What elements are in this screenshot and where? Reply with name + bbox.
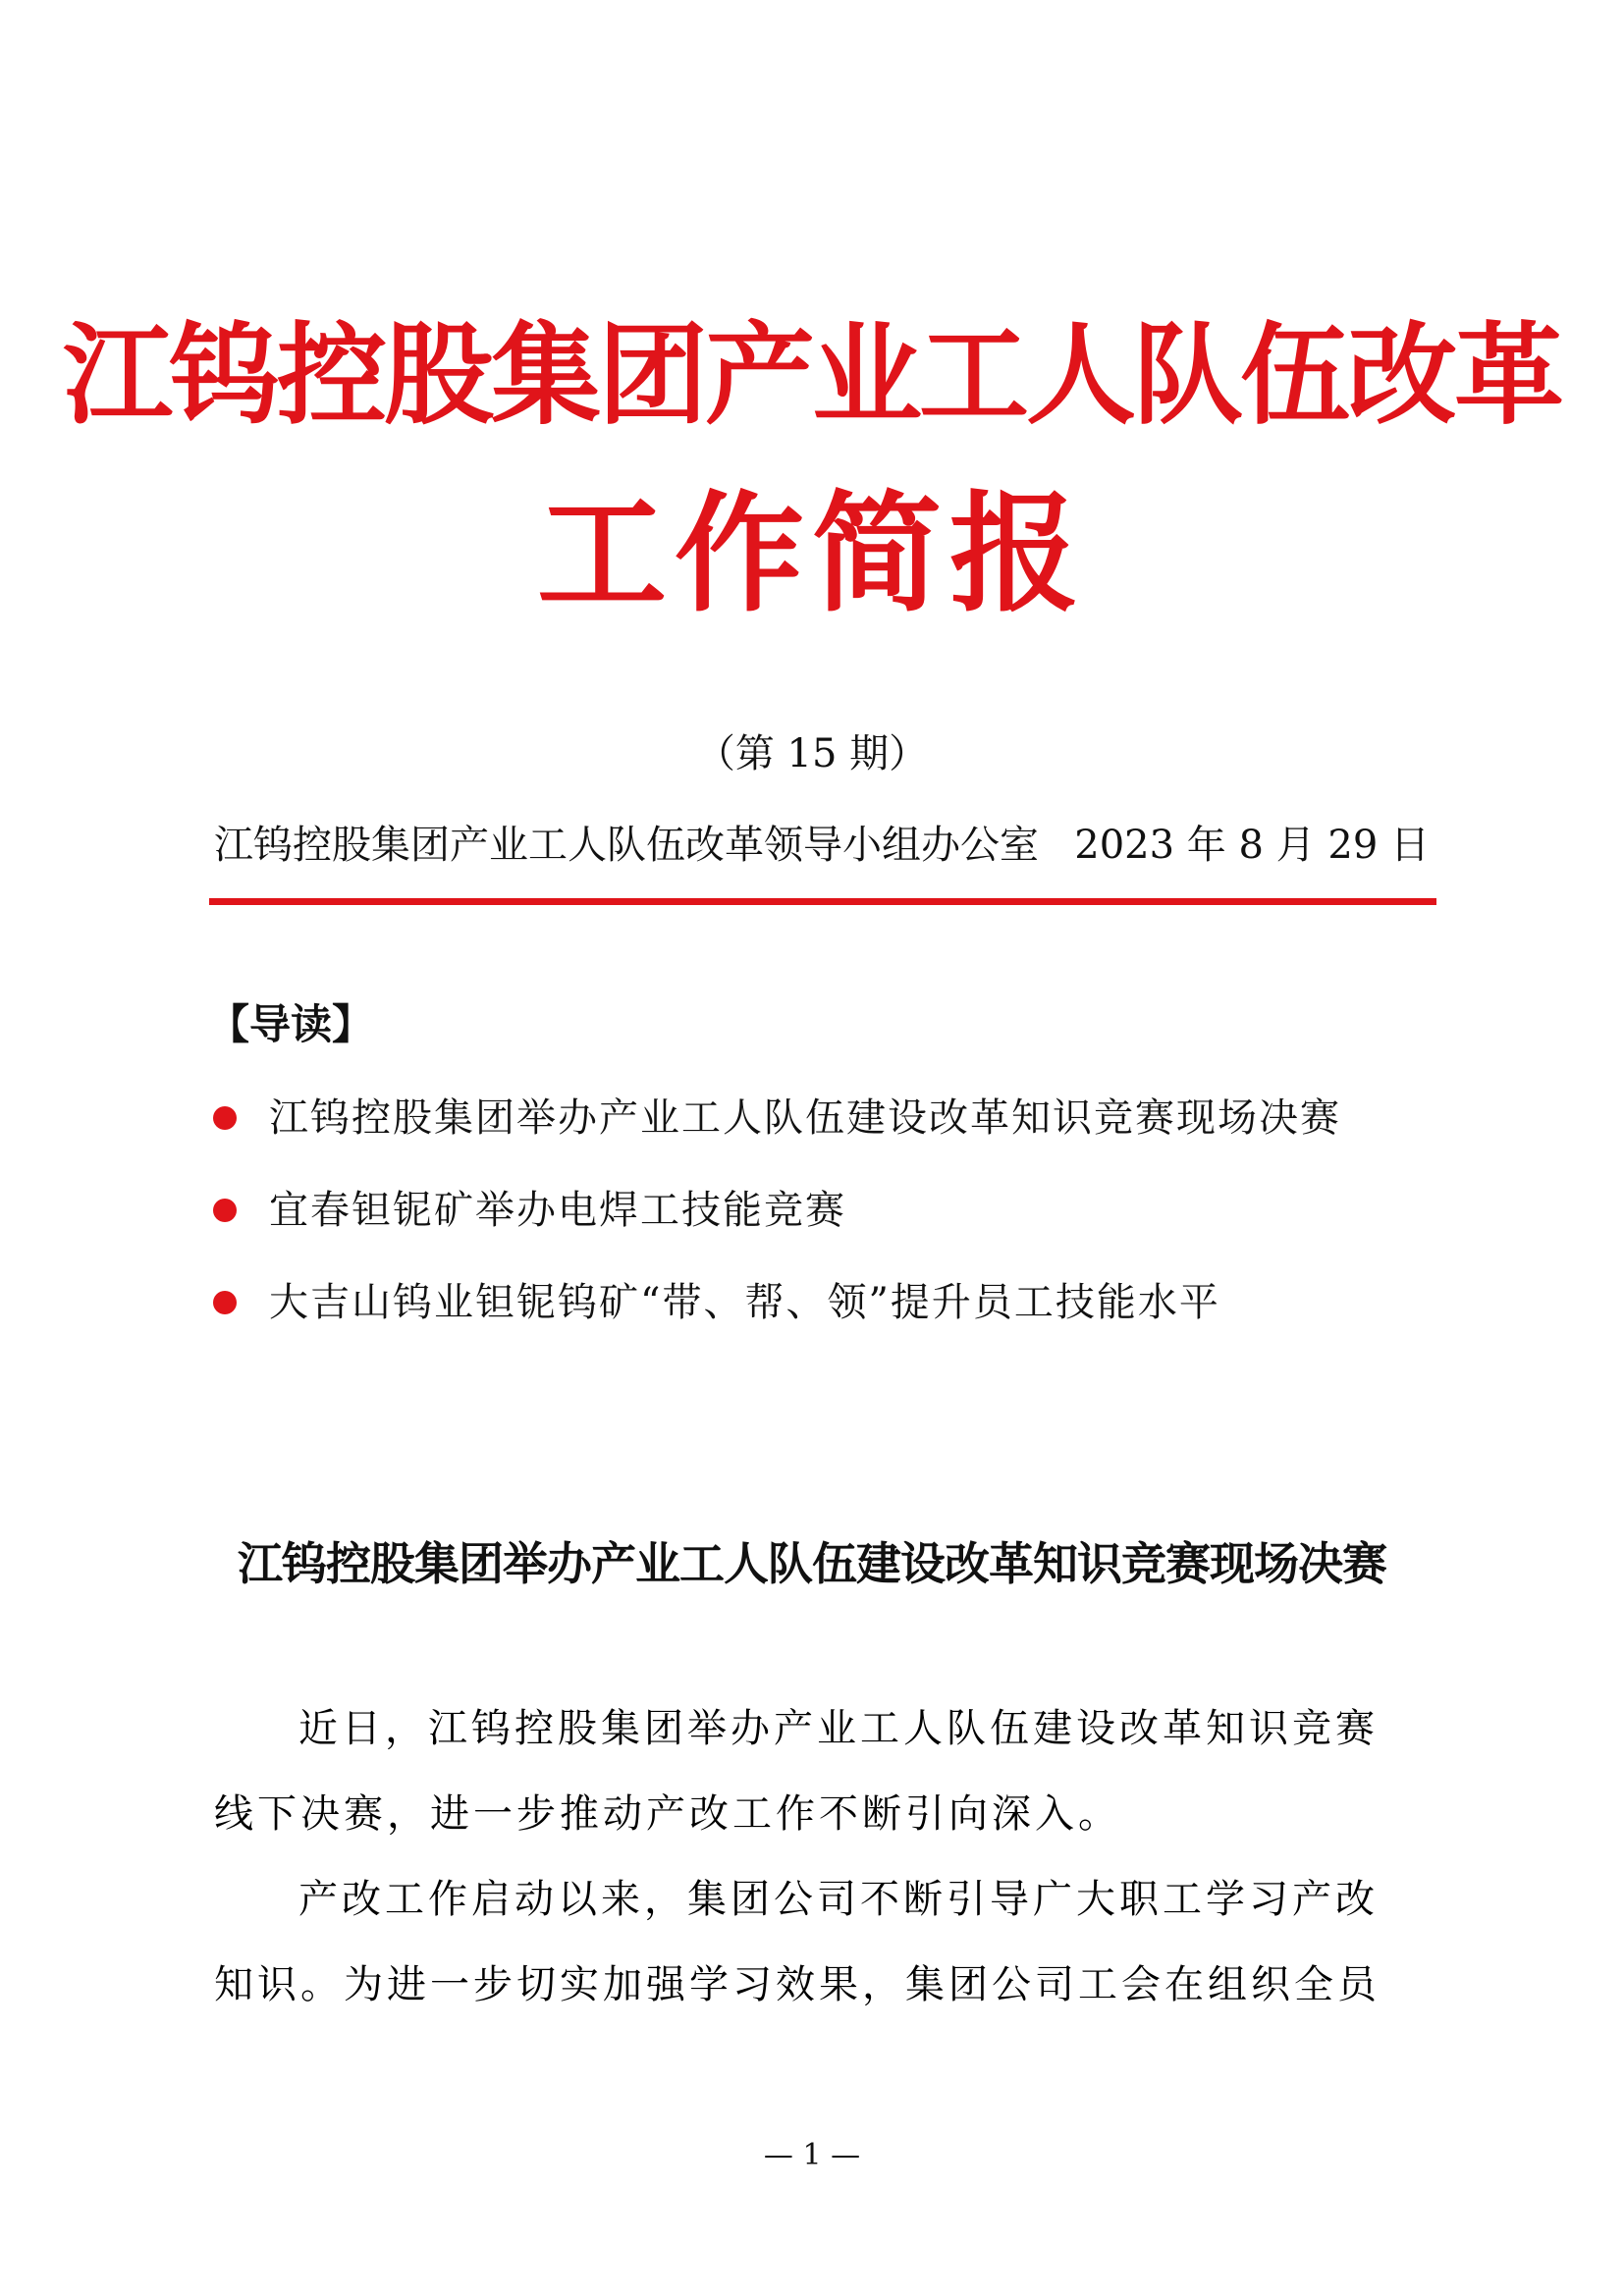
article-body <box>214 1686 1432 2028</box>
body-line: 产改工作启动以来，集团公司不断引导广大职工学习产改 <box>298 1877 1379 1922</box>
introduction-item-text: 江钨控股集团举办产业工人队伍建设改革知识竞赛现场决赛 <box>269 1095 1341 1141</box>
article-title: 江钨控股集团举办产业工人队伍建设改革知识竞赛现场决赛 <box>238 1537 1386 1590</box>
red-bullet-icon <box>213 1106 237 1130</box>
body-line: 线下决赛，进一步推动产改工作不断引向深入。 <box>214 1791 1121 1837</box>
masthead-title: 江钨控股集团产业工人队伍改革 <box>63 311 1561 440</box>
header-divider <box>209 898 1436 905</box>
issuer-organization: 江钨控股集团产业工人队伍改革领导小组办公室 <box>214 823 1039 868</box>
body-line: 近日，江钨控股集团举办产业工人队伍建设改革知识竞赛 <box>298 1706 1379 1751</box>
introduction-heading: 【导读】 <box>208 1000 374 1048</box>
issue-number: （第 15 期） <box>695 731 929 776</box>
body-line: 知识。为进一步切实加强学习效果，集团公司工会在组织全员 <box>214 1962 1380 2007</box>
issue-date: 2023 年 8 月 29 日 <box>1074 823 1430 868</box>
red-bullet-icon <box>213 1199 237 1222</box>
introduction-item-text: 大吉山钨业钽铌钨矿“带、帮、领”提升员工技能水平 <box>269 1280 1220 1325</box>
red-bullet-icon <box>213 1291 237 1314</box>
page-number: — 1 — <box>763 2138 861 2172</box>
masthead-subtitle: 工作简报 <box>537 478 1087 630</box>
introduction-item-text: 宜春钽铌矿举办电焊工技能竞赛 <box>269 1188 846 1233</box>
